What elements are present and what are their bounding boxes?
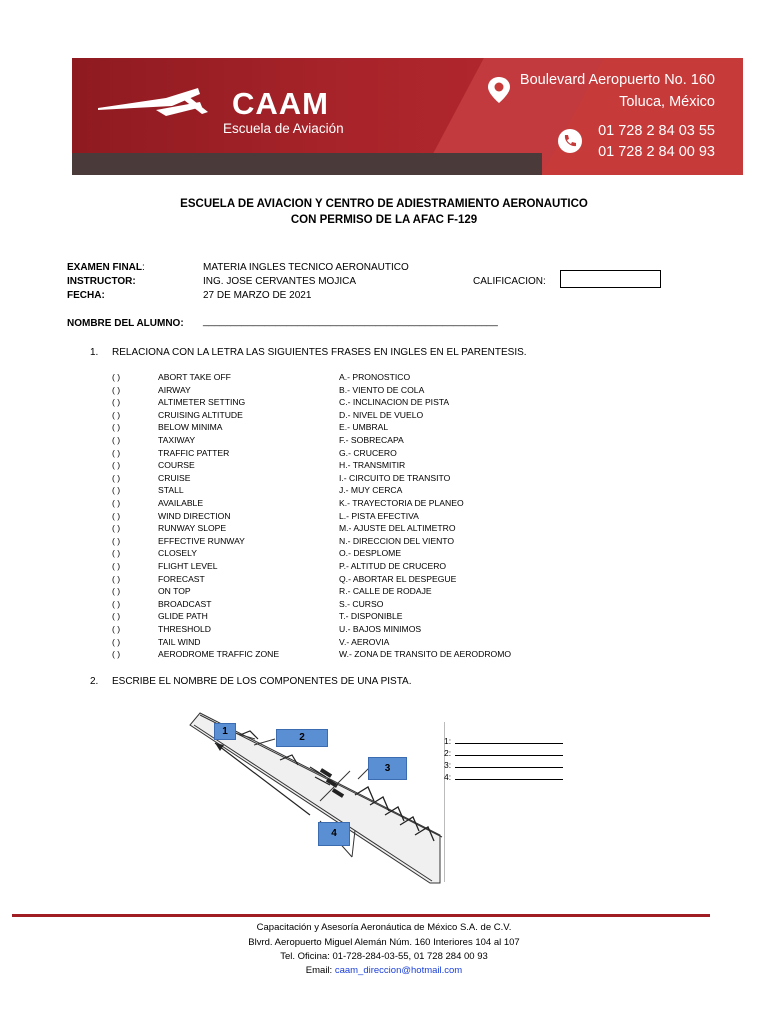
english-term: TAXIWAY xyxy=(158,435,196,445)
score-label: CALIFICACION: xyxy=(473,276,546,287)
instructor-value: ING. JOSE CERVANTES MOJICA xyxy=(203,276,356,287)
matching-row xyxy=(112,460,552,472)
spanish-term: S.- CURSO xyxy=(339,598,384,609)
footer-divider xyxy=(12,914,710,917)
answer-blank[interactable]: ( ) xyxy=(112,535,121,546)
banner-stripe xyxy=(72,153,542,175)
date-label: FECHA: xyxy=(67,290,105,301)
spanish-term: B.- VIENTO DE COLA xyxy=(339,384,425,395)
matching-row xyxy=(112,485,552,497)
answer-blank[interactable]: ( ) xyxy=(112,485,121,496)
english-term: AERODROME TRAFFIC ZONE xyxy=(158,649,280,660)
answer-line-4[interactable]: 4: xyxy=(444,771,563,782)
caam-logo-icon xyxy=(96,80,216,130)
spanish-term: L.- PISTA EFECTIVA xyxy=(339,510,419,521)
answer-blank[interactable]: ( ) xyxy=(112,523,121,534)
english-term: AIRWAY xyxy=(158,384,191,395)
matching-row xyxy=(112,435,552,447)
english-term: TRAFFIC PATTER xyxy=(158,447,230,458)
spanish-term: D.- NIVEL DE VUELO xyxy=(339,409,424,420)
answer-line-2[interactable]: 2: xyxy=(444,747,563,758)
answer-blank[interactable]: ( ) xyxy=(112,397,121,408)
spanish-term: R.- CALLE DE RODAJE xyxy=(339,586,432,597)
spanish-term: E.- UMBRAL xyxy=(339,422,389,433)
spanish-term: O.- DESPLOME xyxy=(339,548,402,559)
divider-line xyxy=(444,722,445,882)
answer-blank[interactable]: ( ) xyxy=(112,636,121,647)
date-value: 27 DE MARZO DE 2021 xyxy=(203,290,312,301)
address-line1: Boulevard Aeropuerto No. 160 xyxy=(519,72,715,88)
student-name-label: NOMBRE DEL ALUMNO: xyxy=(67,318,184,329)
matching-row xyxy=(112,548,552,560)
phone-number-2: 01 728 2 84 00 93 xyxy=(598,144,715,160)
spanish-term: N.- DIRECCION DEL VIENTO xyxy=(339,535,455,546)
english-term: CRUISE xyxy=(158,472,191,483)
footer-email-line: Email: caam_direccion@hotmail.com xyxy=(305,965,463,976)
english-term: BELOW MINIMA xyxy=(158,422,223,433)
matching-row xyxy=(112,523,552,535)
spanish-term: F.- SOBRECAPA xyxy=(339,435,404,445)
answer-blank[interactable]: ( ) xyxy=(112,573,121,584)
matching-row xyxy=(112,624,552,636)
spanish-term: U.- BAJOS MINIMOS xyxy=(339,624,422,634)
phone-number-1: 01 728 2 84 03 55 xyxy=(598,123,715,139)
english-term: COURSE xyxy=(158,460,195,471)
matching-row xyxy=(112,611,552,623)
instructor-label: INSTRUCTOR: xyxy=(67,276,136,287)
matching-row xyxy=(112,649,552,661)
matching-row xyxy=(112,511,552,523)
english-term: BROADCAST xyxy=(158,598,212,609)
spanish-term: Q.- ABORTAR EL DESPEGUE xyxy=(339,573,457,584)
spanish-term: A.- PRONOSTICO xyxy=(339,372,411,382)
english-term: WIND DIRECTION xyxy=(158,510,231,521)
answer-blank[interactable]: ( ) xyxy=(112,561,121,571)
matching-row xyxy=(112,372,552,384)
spanish-term: I.- CIRCUITO DE TRANSITO xyxy=(339,472,451,483)
spanish-term: G.- CRUCERO xyxy=(339,447,397,458)
matching-row xyxy=(112,397,552,409)
matching-row xyxy=(112,599,552,611)
answer-line-3[interactable]: 3: xyxy=(444,759,563,770)
student-name-field[interactable]: _____________________________________________________ xyxy=(203,316,498,327)
spanish-term: K.- TRAYECTORIA DE PLANEO xyxy=(339,498,464,508)
address-line2: Toluca, México xyxy=(619,94,715,110)
exam-value: MATERIA INGLES TECNICO AERONAUTICO xyxy=(203,262,409,273)
callout-4: 4 xyxy=(318,822,350,846)
answer-blank[interactable]: ( ) xyxy=(112,472,121,483)
matching-row xyxy=(112,473,552,485)
matching-row xyxy=(112,637,552,649)
callout-3: 3 xyxy=(368,757,407,780)
spanish-term: V.- AEROVIA xyxy=(339,636,390,647)
brand-name: CAAM xyxy=(232,86,329,121)
answer-blank[interactable]: ( ) xyxy=(112,384,121,395)
document-title-line2: CON PERMISO DE LA AFAC F-129 xyxy=(290,214,478,226)
callout-2: 2 xyxy=(276,729,328,747)
answer-blank[interactable]: ( ) xyxy=(112,649,121,660)
english-term: STALL xyxy=(158,485,184,496)
footer-address: Blvrd. Aeropuerto Miguel Alemán Núm. 160 Interiores 104 al 107 xyxy=(248,937,520,948)
score-field[interactable] xyxy=(560,270,661,288)
matching-row xyxy=(112,561,552,573)
document-title-line1: ESCUELA DE AVIACION Y CENTRO DE ADIESTRAMIENTO AERONAUTICO xyxy=(180,198,588,210)
english-term: AVAILABLE xyxy=(158,498,204,508)
english-term: TAIL WIND xyxy=(158,636,201,647)
english-term: RUNWAY SLOPE xyxy=(158,523,227,534)
english-term: FLIGHT LEVEL xyxy=(158,561,218,571)
matching-row xyxy=(112,574,552,586)
header-banner xyxy=(72,58,743,175)
answer-blank[interactable]: ( ) xyxy=(112,409,121,420)
answer-line-1[interactable]: 1: xyxy=(444,735,563,746)
question1-text: RELACIONA CON LA LETRA LAS SIGUIENTES FRASES EN INGLES EN EL PARENTESIS. xyxy=(112,347,527,358)
answer-blank[interactable]: ( ) xyxy=(112,548,121,559)
brand-subtitle: Escuela de Aviación xyxy=(223,121,344,136)
answer-blank[interactable]: ( ) xyxy=(112,422,121,433)
english-term: CLOSELY xyxy=(158,548,198,559)
english-term: CRUISING ALTITUDE xyxy=(158,409,243,420)
spanish-term: M.- AJUSTE DEL ALTIMETRO xyxy=(339,523,456,534)
spanish-term: C.- INCLINACION DE PISTA xyxy=(339,397,450,408)
phone-icon xyxy=(557,128,583,154)
answer-blank[interactable]: ( ) xyxy=(112,372,121,382)
answer-blank[interactable]: ( ) xyxy=(112,498,121,508)
english-term: THRESHOLD xyxy=(158,624,212,634)
matching-row xyxy=(112,410,552,422)
question2-text: ESCRIBE EL NOMBRE DE LOS COMPONENTES DE UNA PISTA. xyxy=(112,676,412,687)
matching-row xyxy=(112,586,552,598)
matching-row xyxy=(112,536,552,548)
matching-row xyxy=(112,385,552,397)
footer-company: Capacitación y Asesoría Aeronáutica de México S.A. de C.V. xyxy=(256,922,512,933)
english-term: ABORT TAKE OFF xyxy=(158,372,231,382)
english-term: FORECAST xyxy=(158,573,205,584)
question2-number: 2. xyxy=(90,676,99,687)
answer-blank[interactable]: ( ) xyxy=(112,586,121,597)
matching-row xyxy=(112,448,552,460)
spanish-term: P.- ALTITUD DE CRUCERO xyxy=(339,561,447,571)
answer-blank[interactable]: ( ) xyxy=(112,598,121,609)
spanish-term: J.- MUY CERCA xyxy=(339,485,403,496)
english-term: ALTIMETER SETTING xyxy=(158,397,246,408)
exam-label: EXAMEN FINAL: xyxy=(67,262,145,273)
english-term: GLIDE PATH xyxy=(158,611,208,622)
answer-blank[interactable]: ( ) xyxy=(112,510,121,521)
matching-row xyxy=(112,422,552,434)
answer-blank[interactable]: ( ) xyxy=(112,624,121,634)
question1-number: 1. xyxy=(90,347,99,358)
answer-blank[interactable]: ( ) xyxy=(112,435,121,445)
answer-blank[interactable]: ( ) xyxy=(112,460,121,471)
english-term: EFFECTIVE RUNWAY xyxy=(158,535,245,546)
callout-1: 1 xyxy=(214,723,236,740)
spanish-term: T.- DISPONIBLE xyxy=(339,611,403,622)
matching-row xyxy=(112,498,552,510)
english-term: ON TOP xyxy=(158,586,191,597)
location-pin-icon xyxy=(487,76,511,104)
answer-blank[interactable]: ( ) xyxy=(112,447,121,458)
spanish-term: H.- TRANSMITIR xyxy=(339,460,406,471)
email-link[interactable]: caam_direccion@hotmail.com xyxy=(334,965,463,976)
spanish-term: W.- ZONA DE TRANSITO DE AERODROMO xyxy=(339,649,512,660)
footer-phone: Tel. Oficina: 01-728-284-03-55, 01 728 284 00 93 xyxy=(280,951,488,962)
answer-blank[interactable]: ( ) xyxy=(112,611,121,622)
